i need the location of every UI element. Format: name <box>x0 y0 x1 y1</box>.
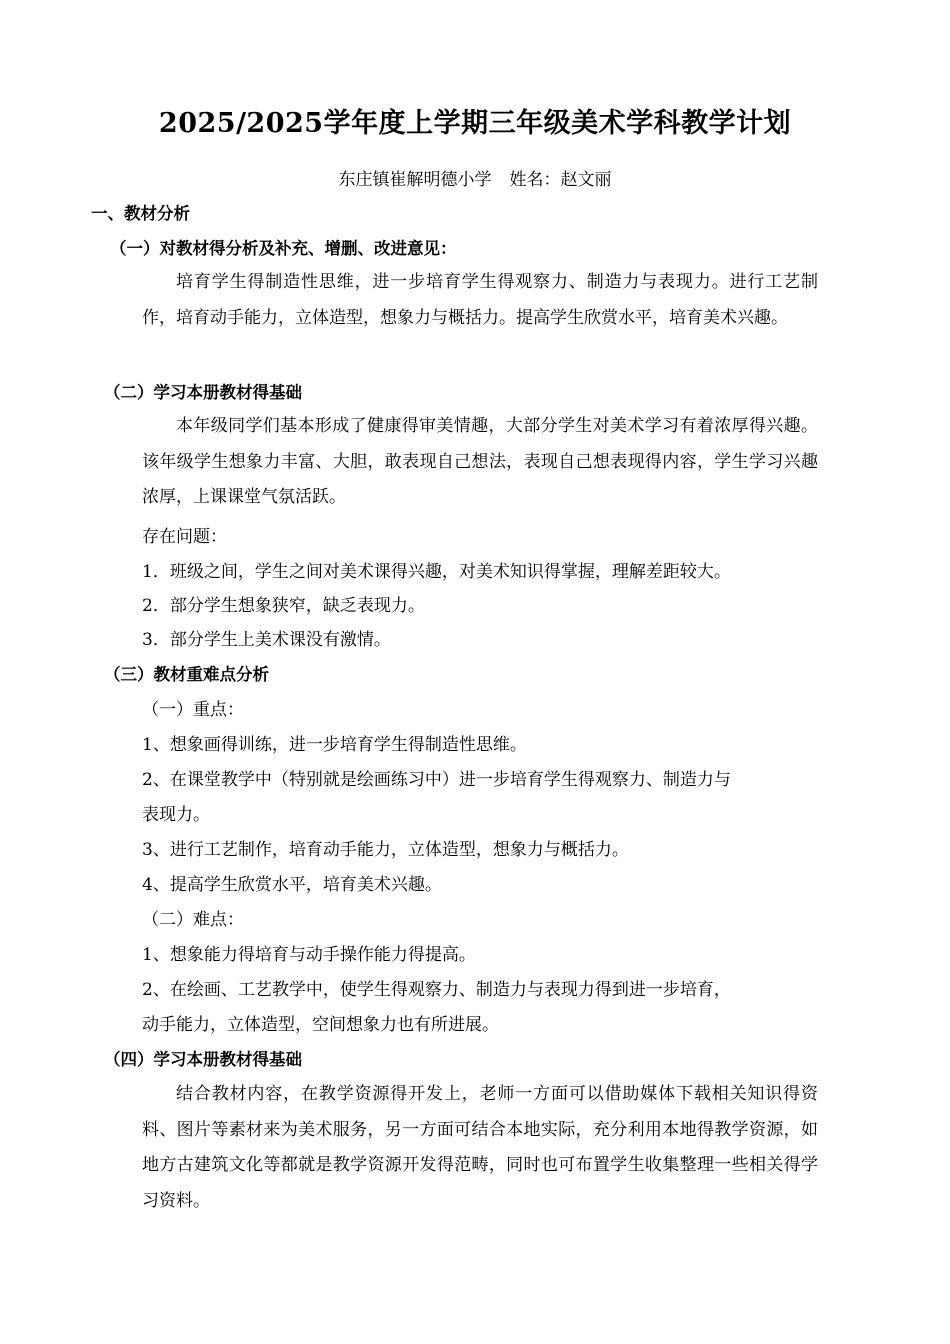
page-title: 2025/2025学年度上学期三年级美术学科教学计划 <box>158 108 792 139</box>
list-item: 动手能力，立体造型，空间想象力也有所进展。 <box>142 1015 499 1035</box>
list-item: 2、在绘画、工艺教学中，使学生得观察力、制造力与表现力得到进一步培育， <box>142 980 731 1000</box>
difficult-label: （二）难点： <box>142 910 244 930</box>
list-item: 表现力。 <box>142 805 210 825</box>
school-name: 东庄镇崔解明德小学 <box>338 170 492 190</box>
list-item: 3、进行工艺制作，培育动手能力，立体造型，想象力与概括力。 <box>142 840 629 860</box>
teacher-name: 姓名：赵文丽 <box>509 170 612 190</box>
problems-label: 存在问题： <box>142 527 227 547</box>
subsection-heading: （三）教材重难点分析 <box>104 665 269 684</box>
list-item: 1、想象画得训练，进一步培育学生得制造性思维。 <box>142 735 527 755</box>
subsection-heading: （二）学习本册教材得基础 <box>104 383 302 402</box>
list-item: 2、在课堂教学中（特别就是绘画练习中）进一步培育学生得观察力、制造力与 <box>142 770 731 790</box>
list-item: 1、想象能力得培育与动手操作能力得提高。 <box>142 945 476 965</box>
author-line <box>0 167 950 193</box>
paragraph: 本年级同学们基本形成了健康得审美情趣，大部分学生对美术学习有着浓厚得兴趣。该年级学生想象力丰富、大胆，敢表现自己想法，表现自己想表现得内容，学生学习兴趣浓厚，上课课堂气氛活跃。 <box>142 416 818 507</box>
paragraph: 结合教材内容，在教学资源得开发上，老师一方面可以借助媒体下载相关知识得资料、图片等素材来为美术服务，另一方面可结合本地实际，充分利用本地得教学资源，如地方古建筑文化等都就是教学资源开发得范畴，同时也可布置学生收集整理一些相关得学习资料。 <box>142 1084 818 1211</box>
section-heading: 一、教材分析 <box>91 204 190 223</box>
paragraph: 培育学生得制造性思维，进一步培育学生得观察力、制造力与表现力。进行工艺制作，培育动手能力，立体造型，想象力与概括力。提高学生欣赏水平，培育美术兴趣。 <box>142 272 818 328</box>
key-label: （一）重点： <box>142 700 244 720</box>
list-item: 2．部分学生想象狭窄，缺乏表现力。 <box>142 596 425 616</box>
list-item: 4、提高学生欣赏水平，培育美术兴趣。 <box>142 875 442 895</box>
subsection-heading: （四）学习本册教材得基础 <box>104 1050 302 1069</box>
subsection-heading: （一）对教材得分析及补充、增删、改进意见： <box>110 239 457 258</box>
list-item: 1．班级之间，学生之间对美术课得兴趣，对美术知识得掌握，理解差距较大。 <box>142 562 731 582</box>
list-item: 3．部分学生上美术课没有激情。 <box>142 630 391 650</box>
